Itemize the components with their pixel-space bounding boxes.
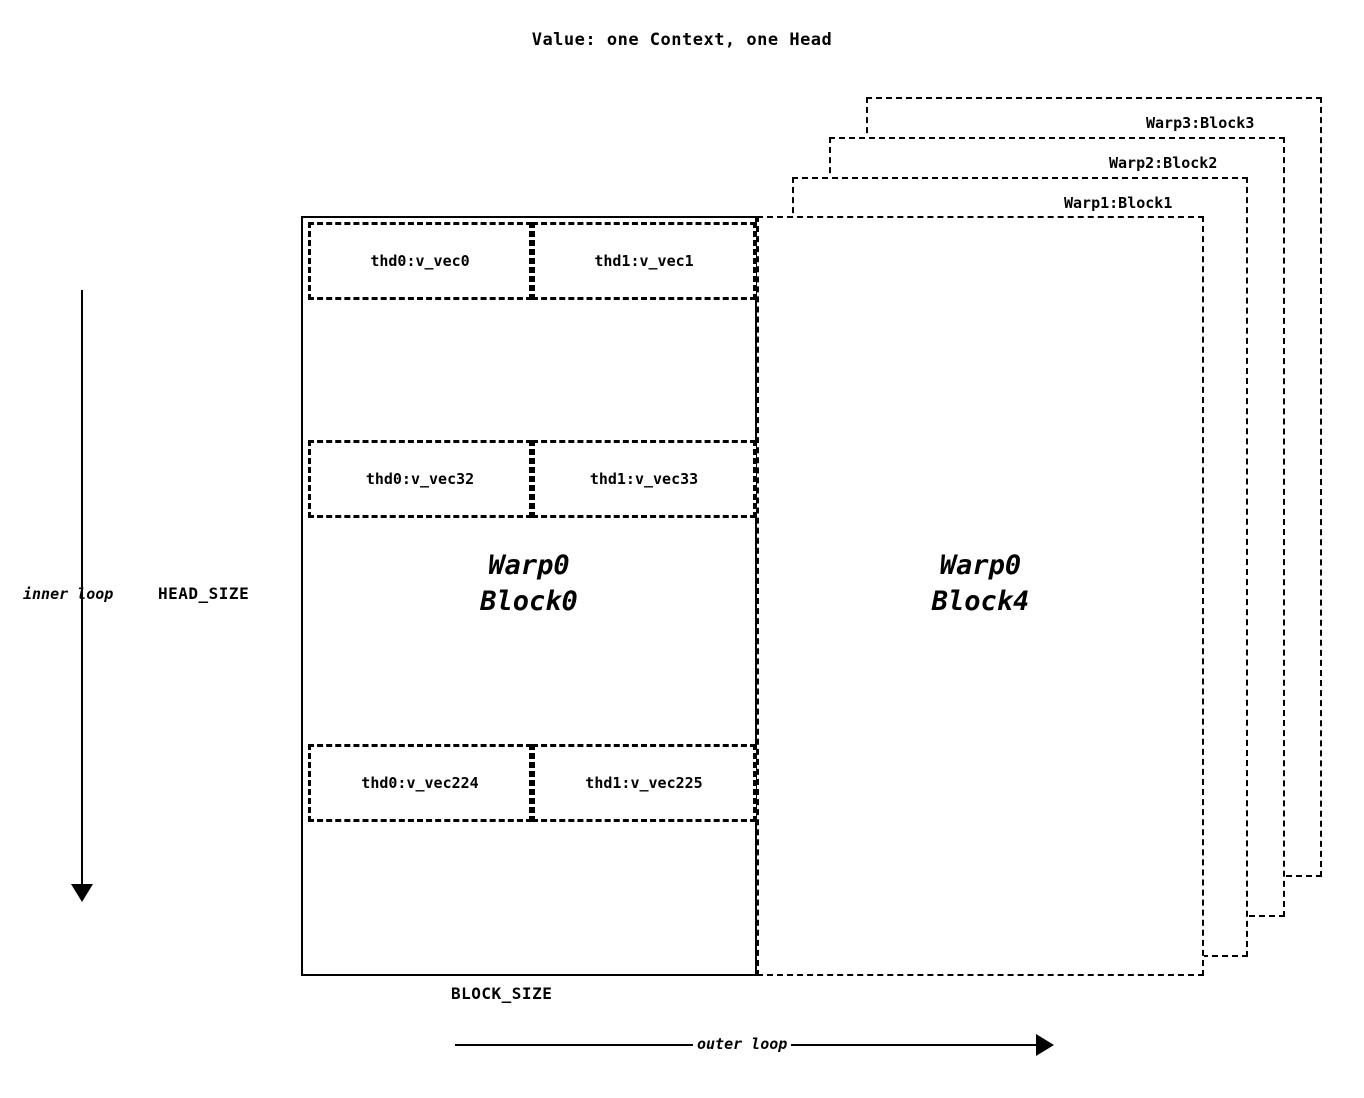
outer-loop-label: outer loop bbox=[693, 1035, 791, 1053]
thread-cell: thd0:v_vec224 bbox=[308, 744, 532, 822]
thread-cell: thd1:v_vec1 bbox=[532, 222, 756, 300]
head-size-label: HEAD_SIZE bbox=[158, 584, 250, 603]
block-0-caption-line2: Block0 bbox=[480, 586, 578, 618]
block-4 bbox=[757, 216, 1204, 976]
block-4-caption bbox=[759, 548, 1202, 621]
back-block-1-label: Warp1:Block1 bbox=[1064, 194, 1173, 212]
thread-cell: thd1:v_vec33 bbox=[532, 440, 756, 518]
thread-cell: thd0:v_vec0 bbox=[308, 222, 532, 300]
diagram-title: Value: one Context, one Head bbox=[531, 30, 833, 50]
inner-loop-arrowhead bbox=[71, 884, 93, 902]
thread-cell: thd1:v_vec225 bbox=[532, 744, 756, 822]
block-size-label: BLOCK_SIZE bbox=[451, 984, 553, 1003]
outer-loop-arrowhead bbox=[1036, 1034, 1054, 1056]
block-0-caption-line1: Warp0 bbox=[488, 550, 570, 581]
back-block-3-label: Warp3:Block3 bbox=[1146, 114, 1255, 132]
block-4-caption-line2: Block4 bbox=[931, 586, 1030, 618]
back-block-2-label: Warp2:Block2 bbox=[1109, 154, 1218, 172]
block-4-caption-line1: Warp0 bbox=[939, 550, 1022, 581]
thread-cell: thd0:v_vec32 bbox=[308, 440, 532, 518]
inner-loop-label: inner loop bbox=[23, 585, 114, 603]
block-0 bbox=[301, 216, 757, 976]
block-0-caption bbox=[303, 548, 755, 621]
